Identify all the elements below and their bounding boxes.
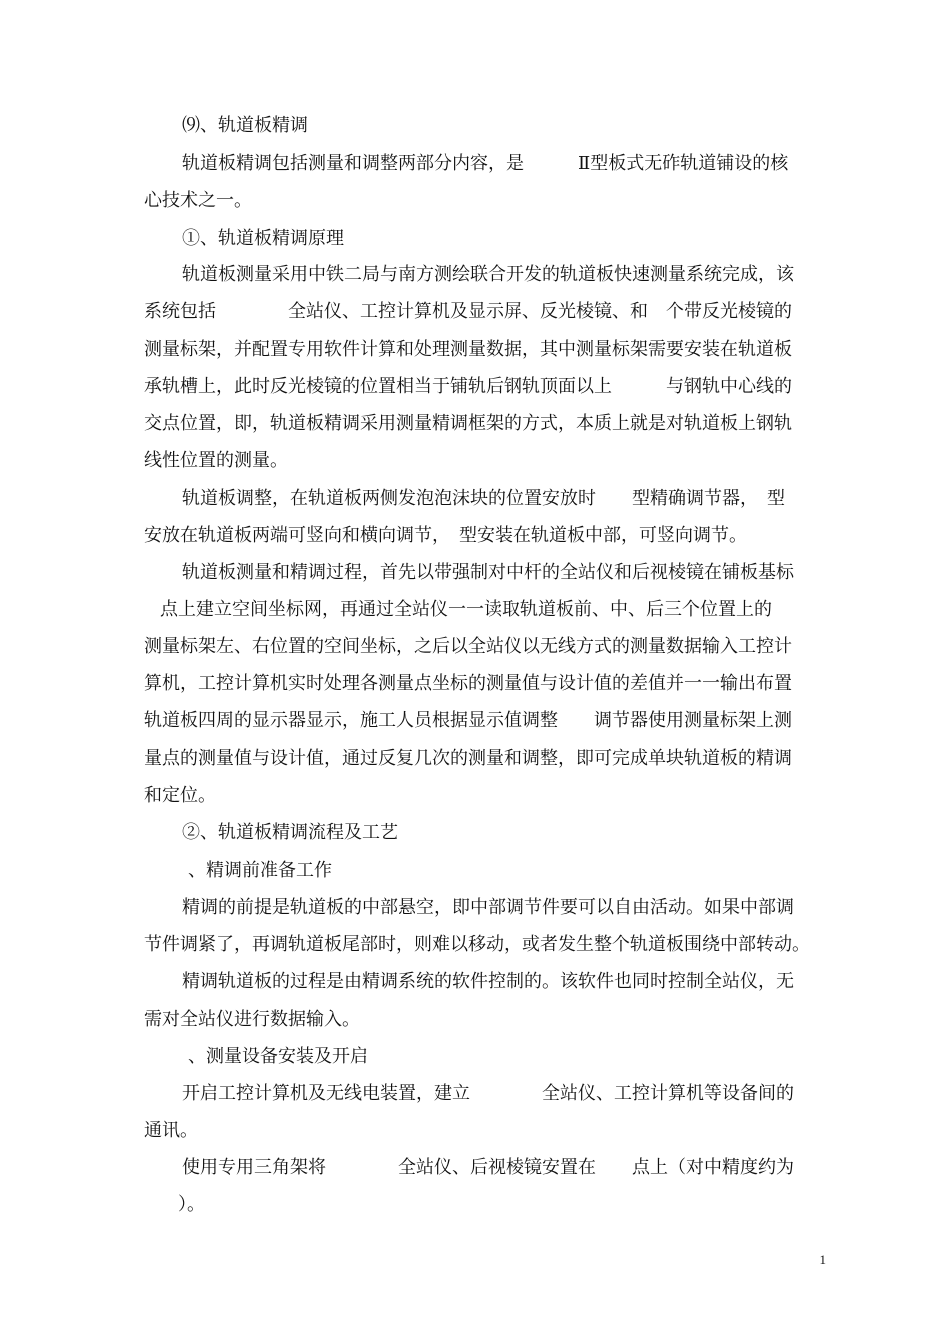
- heading-2: ②、轨道板精调流程及工艺: [182, 822, 398, 843]
- paragraph-line: 交点位置，即，轨道板精调采用测量精调框架的方式，本质上就是对轨道板上钢轨: [144, 413, 792, 434]
- subheading-prep: 、精调前准备工作: [188, 860, 332, 881]
- paragraph-line: 测量标架，并配置专用软件计算和处理测量数据，其中测量标架需要安装在轨道板: [144, 339, 792, 360]
- paragraph-line: 通讯。: [144, 1120, 198, 1141]
- paragraph-line: 算机，工控计算机实时处理各测量点坐标的测量值与设计值的差值并一一输出布置: [144, 673, 792, 694]
- paragraph-line: 心技术之一。: [144, 190, 252, 211]
- paragraph-line: 量点的测量值与设计值，通过反复几次的测量和调整，即可完成单块轨道板的精调: [144, 748, 792, 769]
- paragraph-line: 轨道板调整，在轨道板两侧发泡泡沫块的位置安放时 型精确调节器， 型: [182, 488, 785, 509]
- paragraph-line: 线性位置的测量。: [144, 450, 288, 471]
- page-number: 1: [819, 1252, 826, 1267]
- paragraph-line: 需对全站仪进行数据输入。: [144, 1009, 360, 1030]
- paragraph-line: 节件调紧了，再调轨道板尾部时，则难以移动，或者发生整个轨道板围绕中部转动。: [144, 934, 810, 955]
- subheading-setup: 、测量设备安装及开启: [188, 1046, 368, 1067]
- paragraph-line: 和定位。: [144, 785, 216, 806]
- paragraph-line: 安放在轨道板两端可竖向和横向调节， 型安装在轨道板中部，可竖向调节。: [144, 525, 747, 546]
- paragraph-line: 轨道板四周的显示器显示，施工人员根据显示值调整 调节器使用测量标架上测: [144, 710, 792, 731]
- paragraph-line: 测量标架左、右位置的空间坐标，之后以全站仪以无线方式的测量数据输入工控计: [144, 636, 792, 657]
- paragraph-line: 点上建立空间坐标网，再通过全站仪一一读取轨道板前、中、后三个位置上的: [160, 599, 772, 620]
- paragraph-line: ）。: [178, 1194, 205, 1215]
- paragraph-line: 承轨槽上，此时反光棱镜的位置相当于铺轨后钢轨顶面以上 与钢轨中心线的: [144, 376, 792, 397]
- paragraph-line: 系统包括 全站仪、工控计算机及显示屏、反光棱镜、和 个带反光棱镜的: [144, 301, 792, 322]
- paragraph-line: 精调的前提是轨道板的中部悬空，即中部调节件要可以自由活动。如果中部调: [182, 897, 794, 918]
- heading-9: ⑼、轨道板精调: [182, 115, 308, 136]
- heading-1: ①、轨道板精调原理: [182, 228, 344, 249]
- paragraph-line: 轨道板测量和精调过程，首先以带强制对中杆的全站仪和后视棱镜在铺板基标: [182, 562, 794, 583]
- paragraph-line: 使用专用三角架将 全站仪、后视棱镜安置在 点上（对中精度约为: [182, 1157, 794, 1178]
- paragraph-line: 轨道板测量采用中铁二局与南方测绘联合开发的轨道板快速测量系统完成，该: [182, 264, 794, 285]
- paragraph-line: 精调轨道板的过程是由精调系统的软件控制的。该软件也同时控制全站仪，无: [182, 971, 794, 992]
- paragraph-line: 轨道板精调包括测量和调整两部分内容，是 Ⅱ型板式无砟轨道铺设的核: [182, 153, 789, 174]
- paragraph-line: 开启工控计算机及无线电装置，建立 全站仪、工控计算机等设备间的: [182, 1083, 794, 1104]
